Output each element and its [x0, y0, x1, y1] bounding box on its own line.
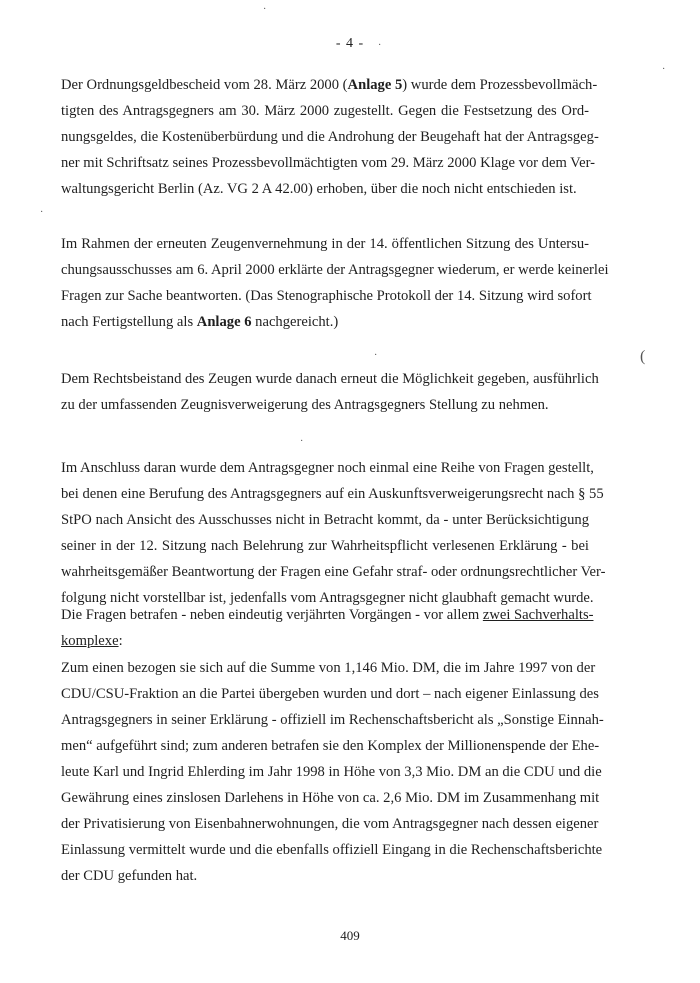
paragraph-zeugenvernehmung: Im Rahmen der erneuten Zeugenvernehmung in der 14. öffentlichen Sitzung des Untersu- chungsausschusses am 6. April 2000 erklärte der Antragsgegner wiederum, er werde keinerlei Fragen zur Sache beantworten. (Das Stenographische Protokoll der 14. Sitzung wird sofort nach Fertigstellung als Anlage 6 nachgereicht.) — [61, 236, 609, 330]
paragraph-summe-und-spende: Zum einen bezogen sie sich auf die Summe von 1,146 Mio. DM, die im Jahre 1997 von der CDU/CSU-Fraktion an die Partei übergeben wurden und dort – nach eigener Einlassung des Antragsgegners in seiner Erklärung - offiziell im Rechenschaftsbericht als „Sonstige Einnah- men“ aufgeführt sind; zum anderen betrafen sie den Komplex der Millionenspende der Ehe- leute Karl und Ingrid Ehlerding im Jahr 1998 in Höhe von 3,3 Mio. DM an die CDU und die Gewährung eines zinslosen Darlehens in Höhe von ca. 2,6 Mio. DM im Zusammenhang mit der Privatisierung von Eisenbahnerwohnungen, die vom Antragsgegner nach dessen eigener Einlassung vermittelt wurde und die ebenfalls offiziell Eingang in die Rechenschaftsberichte der CDU gefunden hat. — [61, 660, 604, 884]
paragraph-fragen-gestellt: Im Anschluss daran wurde dem Antragsgegner noch einmal eine Reihe von Fragen gestellt, bei denen eine Berufung des Antragsgegners auf ein Auskunftsverweigerungsrecht nach § 55 StPO nach Ansicht des Ausschusses nicht in Betracht kommt, da - unter Berücksichtigung seiner in der 12. Sitzung nach Belehrung zur Wahrheitspflicht verlesenen Erklärung - bei wahrheitsgemäßer Beantwortung der Fragen eine Gefahr straf- oder ordnungsrechtlicher Ver- folgung nicht vorstellbar ist, jedenfalls vom Antragsgegner nicht glaubhaft gemacht wurde. — [61, 460, 606, 606]
zwei-sachverhaltskomplexe-underlined: zwei Sachverhalts- — [482, 607, 594, 623]
paragraph-ordnungsgeldbescheid: Der Ordnungsgeldbescheid vom 28. März 2000 (Anlage 5) wurde dem Prozessbevollmäch- tigten des Antragsgegners am 30. März 2000 zugestellt. Gegen die Festsetzung des Ord- nungsgeldes, die Kostenüberbürdung und die Androhung der Beugehaft hat der Antragsgeg- ner mit Schriftsatz seines Prozessbevollmächtigten vom 29. März 2000 Klage vor dem Ver- waltungsgericht Berlin (Az. VG 2 A 42.00) erhoben, über die noch nicht entschieden ist. — [61, 77, 599, 197]
scan-speck: · — [374, 350, 378, 361]
scan-speck: ( — [640, 348, 646, 365]
paragraph-sachverhaltskomplexe: Die Fragen betrafen - neben eindeutig verjährten Vorgängen - vor allem zwei Sachverhalts- komplexe: — [61, 607, 594, 649]
scan-speck: · — [662, 64, 666, 75]
anlage-6-ref: Anlage 6 — [196, 314, 252, 330]
scan-speck: · — [378, 40, 382, 51]
page-number-footer: 409 — [340, 928, 360, 943]
paragraph-rechtsbeistand: Dem Rechtsbeistand des Zeugen wurde danach erneut die Möglichkeit gegeben, ausführlich zu der umfassenden Zeugnisverweigerung des Antragsgegners Stellung zu nehmen. — [61, 371, 599, 413]
scan-speck: · — [300, 436, 304, 447]
scan-speck: · — [40, 207, 44, 218]
scan-speck: · — [263, 4, 267, 15]
anlage-5-ref: Anlage 5 — [347, 77, 403, 93]
page-marker: - 4 - — [335, 36, 365, 51]
